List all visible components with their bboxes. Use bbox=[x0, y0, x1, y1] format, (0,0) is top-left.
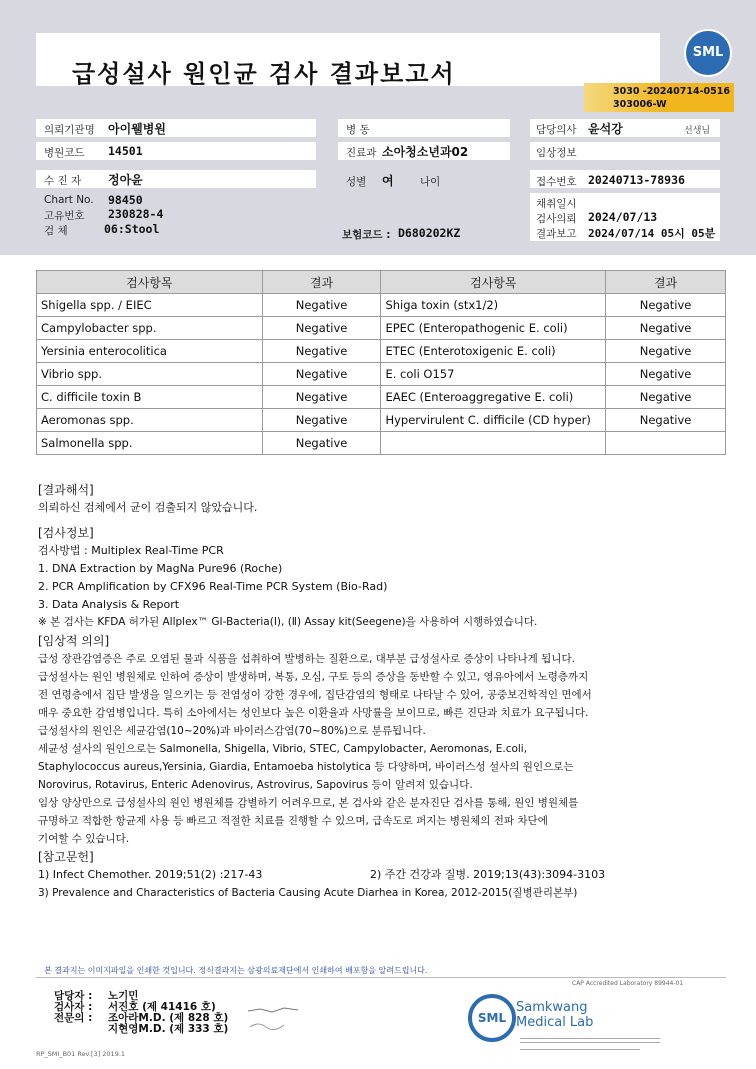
sml-logo: SML bbox=[684, 29, 732, 77]
test-name: Aeromonas spp. bbox=[37, 409, 263, 432]
test-name: ETEC (Enterotoxigenic E. coli) bbox=[381, 340, 606, 363]
col-header-result: 결과 bbox=[606, 271, 726, 294]
test-result: Negative bbox=[262, 386, 381, 409]
report-label: 결과보고 bbox=[536, 228, 577, 240]
method-note: ※ 본 검사는 KFDA 허가된 Allplex™ GI-Bacteria(Ⅰ), (Ⅱ) Assay kit(Seegene)을 사용하여 시행하였습니다. bbox=[38, 616, 538, 628]
method-line: 검사방법 : Multiplex Real-Time PCR bbox=[38, 544, 224, 557]
ward-label: 병 동 bbox=[346, 124, 370, 136]
test-name: E. coli O157 bbox=[381, 363, 606, 386]
test-result: Negative bbox=[606, 317, 726, 340]
report-value: 2024/07/14 05시 05분 bbox=[588, 227, 716, 240]
hospital-label: 의뢰기관명 bbox=[44, 124, 95, 136]
report-title: 급성설사 원인균 검사 결과보고서 bbox=[72, 60, 456, 88]
interpretation-heading: [결과해석] bbox=[38, 483, 94, 497]
test-result: Negative bbox=[262, 409, 381, 432]
print-notice: 본 결과지는 이미지파일을 인쇄한 것입니다. 정식결과지는 삼광의료재단에서 인쇄하여 배포함을 알려드립니다. bbox=[44, 966, 428, 975]
form-code: RP_SMI_B01 Rev.[3] 2019.1 bbox=[36, 1050, 126, 1058]
table-row bbox=[37, 317, 726, 340]
table-header-row bbox=[37, 271, 726, 294]
reference-item: 3) Prevalence and Characteristics of Bacteria Causing Acute Diarhea in Korea, 2012-2015(질병관리본부) bbox=[38, 887, 578, 899]
sml-footer-logo: SML bbox=[468, 994, 516, 1042]
staff-specialist-name-1: 조아라M.D. (제 828 호) bbox=[108, 1012, 229, 1024]
test-name: Salmonella spp. bbox=[37, 432, 263, 455]
doctor-suffix: 선생님 bbox=[684, 126, 711, 136]
patient-value: 정아윤 bbox=[108, 173, 143, 187]
table-row bbox=[37, 409, 726, 432]
references-heading: [참고문헌] bbox=[38, 850, 94, 864]
chart-label: Chart No. bbox=[44, 194, 94, 206]
phone-fine-print bbox=[520, 1049, 640, 1052]
company-name-line2: Medical Lab bbox=[516, 1015, 594, 1030]
specimen-value: 06:Stool bbox=[104, 222, 160, 236]
test-result: Negative bbox=[262, 294, 381, 317]
method-heading: [검사정보] bbox=[38, 526, 94, 540]
clinical-line: 급성 장관감염증은 주로 오염된 물과 식품을 섭취하여 발병하는 질환으로, 대부분 급성설사로 증상이 나타나게 됩니다. bbox=[38, 653, 575, 665]
test-result: Negative bbox=[606, 340, 726, 363]
age-label: 나이 bbox=[420, 176, 441, 188]
test-name: EAEC (Enteroaggregative E. coli) bbox=[381, 386, 606, 409]
request-label: 검사의뢰 bbox=[536, 213, 577, 225]
insurance-value: D680202KZ bbox=[398, 226, 461, 240]
table-row bbox=[37, 294, 726, 317]
clinical-line: 급성설사의 원인은 세균감염(10~20%)과 바이러스감염(70~80%)으로 분류됩니다. bbox=[38, 725, 426, 737]
staff-label-tester: 검사자 : bbox=[54, 1001, 93, 1013]
test-name: Hypervirulent C. difficile (CD hyper) bbox=[381, 409, 606, 432]
staff-specialist-name-2: 지현영M.D. (제 333 호) bbox=[108, 1023, 229, 1035]
col-header-test: 검사항목 bbox=[37, 271, 263, 294]
clinical-line: 전 연령층에서 집단 발생을 일으키는 등 전염성이 강한 경우에, 집단감염의 형태로 나타날 수 있어, 공중보건학적인 면에서 bbox=[38, 689, 592, 701]
dept-label: 진료과 bbox=[346, 147, 377, 159]
clinical-line: Norovirus, Rotavirus, Enteric Adenovirus, Astrovirus, Sapovirus 등이 알려져 있습니다. bbox=[38, 779, 473, 791]
collect-label: 채취일시 bbox=[536, 198, 577, 210]
clinical-line: 급성설사는 원인 병원체로 인하여 증상이 발생하며, 복통, 오심, 구토 등의 증상을 동반할 수 있고, 영유아에서 노령층까지 bbox=[38, 671, 589, 683]
specimen-label: 검 체 bbox=[44, 225, 68, 237]
table-row bbox=[37, 432, 726, 455]
staff-label-manager: 담당자 : bbox=[54, 990, 93, 1002]
test-result bbox=[606, 432, 726, 455]
doctor-value: 윤석강 bbox=[588, 122, 623, 136]
table-row bbox=[37, 363, 726, 386]
receipt-value: 20240713-78936 bbox=[588, 173, 685, 187]
reference-item: 1) Infect Chemother. 2019;51(2) :217-43 bbox=[38, 868, 263, 881]
report-code-2: 303006-W bbox=[613, 99, 667, 110]
table-row bbox=[37, 340, 726, 363]
clinical-heading: [임상적 의의] bbox=[38, 634, 110, 648]
test-result: Negative bbox=[606, 386, 726, 409]
col-header-test: 검사항목 bbox=[381, 271, 606, 294]
test-name: C. difficile toxin B bbox=[37, 386, 263, 409]
staff-manager-name: 노기민 bbox=[108, 990, 139, 1002]
sex-label: 성별 bbox=[346, 176, 367, 188]
clinical-line: 세균성 설사의 원인으로는 Salmonella, Shigella, Vibrio, STEC, Campylobacter, Aeromonas, E.coli, bbox=[38, 743, 528, 755]
test-result: Negative bbox=[262, 363, 381, 386]
cap-accreditation: CAP Accredited Laboratory 89944-01 bbox=[572, 980, 684, 987]
dept-value: 소아청소년과02 bbox=[382, 145, 469, 159]
company-name bbox=[516, 1000, 593, 1030]
hospital-code-value: 14501 bbox=[108, 144, 143, 158]
clinical-line: 매우 중요한 감염병입니다. 특히 소아에서는 성인보다 높은 이환율과 사망률을 보이므로, 빠른 진단과 치료가 요구됩니다. bbox=[38, 707, 589, 719]
insurance-label: 보험코드 : bbox=[342, 229, 391, 241]
interpretation-text: 의뢰하신 검체에서 균이 검출되지 않았습니다. bbox=[38, 501, 258, 514]
test-result: Negative bbox=[262, 317, 381, 340]
method-line: 1. DNA Extraction by MagNa Pure96 (Roche) bbox=[38, 562, 283, 575]
chart-value: 98450 bbox=[108, 193, 143, 207]
signature-image bbox=[244, 1003, 304, 1033]
test-result: Negative bbox=[262, 432, 381, 455]
test-name: EPEC (Enteropathogenic E. coli) bbox=[381, 317, 606, 340]
clinical-line: 임상 양상만으로 급성설사의 원인 병원체를 감별하기 어려우므로, 본 검사와 같은 분자진단 검사를 통해, 원인 병원체를 bbox=[38, 797, 579, 809]
method-line: 3. Data Analysis & Report bbox=[38, 598, 180, 611]
hospital-code-label: 병원코드 bbox=[44, 147, 85, 159]
method-line: 2. PCR Amplification by CFX96 Real-Time PCR System (Bio-Rad) bbox=[38, 580, 388, 593]
test-name: Shigella spp. / EIEC bbox=[37, 294, 263, 317]
table-row bbox=[37, 386, 726, 409]
staff-tester-name: 서진호 (제 41416 호) bbox=[108, 1001, 216, 1013]
request-value: 2024/07/13 bbox=[588, 210, 658, 224]
test-result: Negative bbox=[606, 294, 726, 317]
report-code-1: 3030 -20240714-0516 bbox=[613, 86, 730, 97]
company-name-line1: Samkwang bbox=[516, 1000, 588, 1015]
test-result: Negative bbox=[262, 340, 381, 363]
clinical-line: 기여할 수 있습니다. bbox=[38, 833, 130, 845]
test-name: Vibrio spp. bbox=[37, 363, 263, 386]
clinical-label: 임상정보 bbox=[536, 147, 577, 159]
reference-item: 2) 주간 건강과 질병. 2019;13(43):3094-3103 bbox=[370, 868, 606, 881]
test-name bbox=[381, 432, 606, 455]
unique-value: 230828-4 bbox=[108, 207, 164, 221]
patient-label: 수 진 자 bbox=[44, 175, 82, 187]
test-name: Shiga toxin (stx1/2) bbox=[381, 294, 606, 317]
unique-label: 고유번호 bbox=[44, 210, 85, 222]
receipt-label: 접수번호 bbox=[536, 176, 577, 188]
clinical-line: Staphylococcus aureus,Yersinia, Giardia, Entamoeba histolytica 등 다양하며, 바이러스성 설사의 원인으로는 bbox=[38, 761, 574, 773]
footer-divider bbox=[36, 977, 726, 978]
sex-value: 여 bbox=[382, 174, 394, 188]
col-header-result: 결과 bbox=[262, 271, 381, 294]
hospital-value: 아이웰병원 bbox=[108, 122, 166, 136]
test-name: Yersinia enterocolitica bbox=[37, 340, 263, 363]
test-result: Negative bbox=[606, 409, 726, 432]
doctor-label: 담당의사 bbox=[536, 124, 577, 136]
clinical-line: 규명하고 적합한 항균제 사용 등 빠르고 적절한 치료를 진행할 수 있으며, 급속도로 퍼지는 병원체의 전파 차단에 bbox=[38, 815, 548, 827]
test-result: Negative bbox=[606, 363, 726, 386]
address-fine-print bbox=[520, 1038, 660, 1043]
results-table bbox=[36, 270, 726, 455]
test-name: Campylobacter spp. bbox=[37, 317, 263, 340]
staff-label-specialist: 전문의 : bbox=[54, 1012, 93, 1024]
